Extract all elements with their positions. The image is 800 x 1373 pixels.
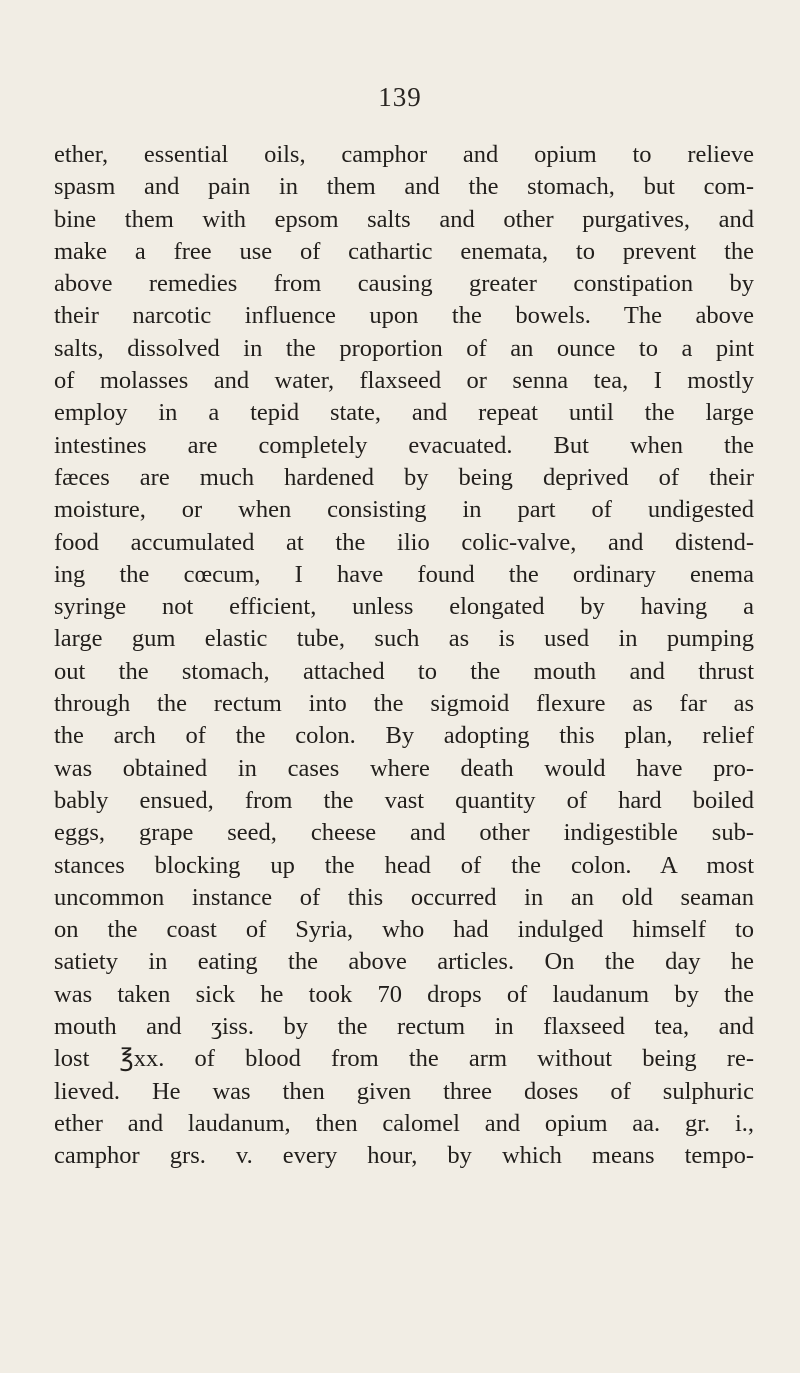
text-line: uncommon instance of this occurred in an old seaman bbox=[54, 883, 754, 911]
text-line: was taken sick he took 70 drops of laudanum by the bbox=[54, 980, 754, 1008]
text-line: their narcotic influence upon the bowels. The above bbox=[54, 302, 754, 330]
text-line: on the coast of Syria, who had indulged himself to bbox=[54, 916, 754, 944]
text-line: through the rectum into the sigmoid flexure as far as bbox=[54, 690, 754, 718]
text-line: food accumulated at the ilio colic-valve, and distend- bbox=[54, 528, 754, 556]
body-text bbox=[54, 139, 754, 1173]
text-line: ether and laudanum, then calomel and opium aa. gr. i., bbox=[54, 1109, 754, 1137]
text-line: the arch of the colon. By adopting this plan, relief bbox=[54, 722, 754, 750]
text-line: bably ensued, from the vast quantity of hard boiled bbox=[54, 786, 754, 814]
text-line: moisture, or when consisting in part of undigested bbox=[54, 496, 754, 524]
text-line: of molasses and water, flaxseed or senna tea, I mostly bbox=[54, 367, 754, 395]
text-line: spasm and pain in them and the stomach, but com- bbox=[54, 173, 754, 201]
text-line: large gum elastic tube, such as is used in pumping bbox=[54, 625, 754, 653]
text-line: salts, dissolved in the proportion of an ounce to a pint bbox=[54, 334, 754, 362]
text-line: mouth and ʒiss. by the rectum in flaxseed tea, and bbox=[54, 1013, 754, 1041]
text-line: eggs, grape seed, cheese and other indigestible sub- bbox=[54, 819, 754, 847]
text-line: out the stomach, attached to the mouth and thrust bbox=[54, 657, 754, 685]
text-line: was obtained in cases where death would have pro- bbox=[54, 754, 754, 782]
text-line: lieved. He was then given three doses of sulphuric bbox=[54, 1077, 754, 1105]
text-line: make a free use of cathartic enemata, to prevent the bbox=[54, 237, 754, 265]
text-line: ing the cœcum, I have found the ordinary enema bbox=[54, 560, 754, 588]
text-line: ether, essential oils, camphor and opium to relieve bbox=[54, 141, 754, 168]
text-line: syringe not efficient, unless elongated by having a bbox=[54, 593, 754, 621]
text-line: stances blocking up the head of the colon. A most bbox=[54, 851, 754, 879]
text-line: satiety in eating the above articles. On the day he bbox=[54, 948, 754, 976]
text-line: camphor grs. v. every hour, by which means tempo- bbox=[54, 1142, 754, 1170]
text-line: above remedies from causing greater constipation by bbox=[54, 270, 754, 298]
text-line: bine them with epsom salts and other purgatives, and bbox=[54, 205, 754, 233]
page-number: 139 bbox=[378, 82, 422, 112]
text-line: fæces are much hardened by being deprived of their bbox=[54, 463, 754, 491]
text-line: lost ℥xx. of blood from the arm without being re- bbox=[54, 1045, 754, 1073]
text-line: intestines are completely evacuated. But when the bbox=[54, 431, 754, 459]
text-line: employ in a tepid state, and repeat until the large bbox=[54, 399, 754, 427]
